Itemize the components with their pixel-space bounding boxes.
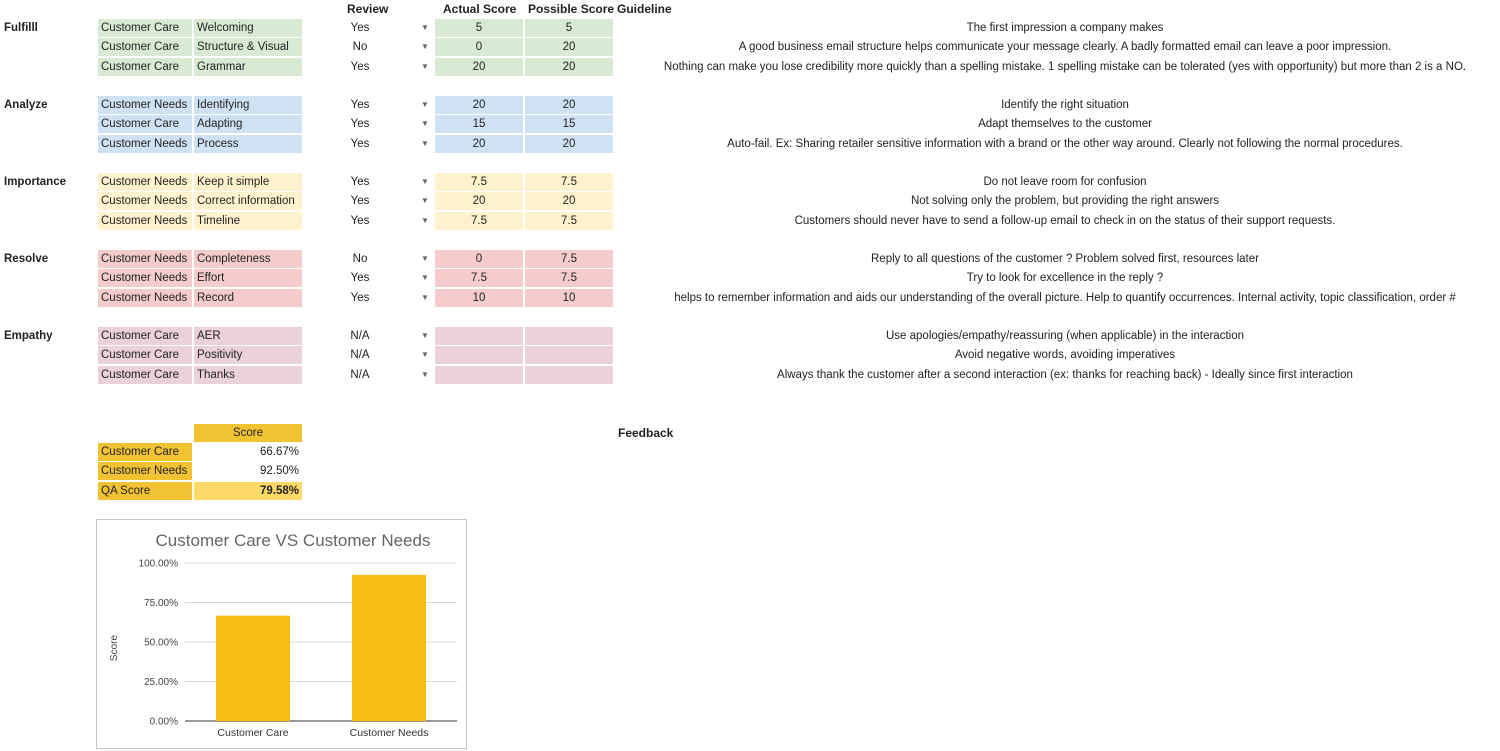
guideline-cell: A good business email structure helps communicate your message clearly. A badly formatted email can leave a poor impression. — [738, 41, 1392, 53]
review-dropdown-icon[interactable]: ▼ — [421, 177, 429, 186]
actual-score-cell[interactable] — [435, 327, 523, 345]
category-cell[interactable]: Customer Care — [98, 346, 192, 364]
section-label: Analyze — [4, 99, 48, 111]
possible-score-cell[interactable]: 20 — [525, 38, 613, 56]
category-cell[interactable]: Customer Needs — [98, 135, 192, 153]
possible-score-cell[interactable] — [525, 366, 613, 384]
possible-score-cell[interactable] — [525, 327, 613, 345]
chart-y-axis-label: Score — [109, 634, 120, 662]
category-cell[interactable]: Customer Care — [98, 38, 192, 56]
chart-y-tick-label: 75.00% — [144, 598, 178, 609]
chart-title: Customer Care VS Customer Needs — [155, 531, 431, 550]
guideline-cell: Do not leave room for confusion — [983, 176, 1147, 188]
review-cell[interactable]: Yes — [350, 176, 370, 188]
chart-svg — [97, 520, 466, 748]
category-cell[interactable]: Customer Care — [98, 366, 192, 384]
category-cell[interactable]: Customer Care — [98, 327, 192, 345]
guideline-cell: Auto-fail. Ex: Sharing retailer sensitive information with a brand or the other way around. Clearly not following the normal procedures. — [727, 138, 1403, 150]
item-cell[interactable]: Adapting — [194, 115, 302, 133]
actual-score-cell[interactable]: 5 — [435, 19, 523, 37]
actual-score-header: Actual Score — [443, 2, 517, 16]
actual-score-cell[interactable]: 0 — [435, 250, 523, 268]
item-cell[interactable]: Grammar — [194, 58, 302, 76]
guideline-cell: Try to look for excellence in the reply ? — [966, 272, 1164, 284]
item-cell[interactable]: Timeline — [194, 212, 302, 230]
summary-label-customer-care: Customer Care — [98, 443, 192, 461]
possible-score-cell[interactable]: 5 — [525, 19, 613, 37]
possible-score-cell[interactable] — [525, 346, 613, 364]
item-cell[interactable]: Correct information — [194, 192, 302, 210]
actual-score-cell[interactable]: 20 — [435, 192, 523, 210]
summary-label-customer-needs: Customer Needs — [98, 462, 192, 480]
review-dropdown-icon[interactable]: ▼ — [421, 273, 429, 282]
category-cell[interactable]: Customer Needs — [98, 289, 192, 307]
guideline-cell: Adapt themselves to the customer — [978, 118, 1152, 130]
score-header: Score — [194, 424, 302, 442]
chart-bar[interactable] — [216, 616, 290, 721]
possible-score-cell[interactable]: 7.5 — [525, 269, 613, 287]
actual-score-cell[interactable]: 0 — [435, 38, 523, 56]
category-cell[interactable]: Customer Needs — [98, 173, 192, 191]
chart-y-tick-label: 0.00% — [149, 716, 178, 728]
category-cell[interactable]: Customer Care — [98, 115, 192, 133]
review-cell[interactable]: No — [352, 253, 368, 265]
item-cell[interactable]: Keep it simple — [194, 173, 302, 191]
review-cell[interactable]: Yes — [350, 272, 370, 284]
review-dropdown-icon[interactable]: ▼ — [421, 119, 429, 128]
review-dropdown-icon[interactable]: ▼ — [421, 216, 429, 225]
summary-value-customer-care[interactable]: 66.67% — [259, 446, 299, 458]
review-cell[interactable]: Yes — [350, 118, 370, 130]
category-cell[interactable]: Customer Needs — [98, 269, 192, 287]
item-cell[interactable]: Welcoming — [194, 19, 302, 37]
chart-x-tick-label: Customer Needs — [349, 727, 429, 739]
possible-score-cell[interactable]: 20 — [525, 135, 613, 153]
review-dropdown-icon[interactable]: ▼ — [421, 62, 429, 71]
guideline-cell: Reply to all questions of the customer ? Problem solved first, resources later — [871, 253, 1259, 265]
review-dropdown-icon[interactable]: ▼ — [421, 254, 429, 263]
summary-value-customer-needs[interactable]: 92.50% — [259, 465, 299, 477]
chart-y-tick-label: 100.00% — [138, 558, 178, 570]
guideline-cell: Not solving only the problem, but providing the right answers — [910, 195, 1220, 207]
score-chart[interactable] — [96, 519, 467, 749]
possible-score-cell[interactable]: 7.5 — [525, 250, 613, 268]
review-cell[interactable]: Yes — [350, 99, 370, 111]
guideline-cell: Nothing can make you lose credibility more quickly than a spelling mistake. 1 spelling mistake can be tolerated (yes with opportunity) but more than 2 is a NO. — [663, 61, 1467, 73]
category-cell[interactable]: Customer Care — [98, 58, 192, 76]
review-dropdown-icon[interactable]: ▼ — [421, 331, 429, 340]
section-label: Empathy — [4, 330, 53, 342]
guideline-cell: Customers should never have to send a follow-up email to check in on the status of their support requests. — [794, 215, 1336, 227]
possible-score-cell[interactable]: 7.5 — [525, 212, 613, 230]
chart-y-tick-label: 25.00% — [144, 677, 178, 688]
review-cell[interactable]: Yes — [350, 215, 370, 227]
possible-score-cell[interactable]: 20 — [525, 192, 613, 210]
review-cell[interactable]: N/A — [350, 349, 370, 361]
item-cell[interactable]: Positivity — [194, 346, 302, 364]
actual-score-cell[interactable]: 7.5 — [435, 269, 523, 287]
actual-score-cell[interactable]: 15 — [435, 115, 523, 133]
guideline-cell: Identify the right situation — [1001, 99, 1129, 111]
item-cell[interactable]: Thanks — [194, 366, 302, 384]
actual-score-cell[interactable]: 20 — [435, 96, 523, 114]
review-dropdown-icon[interactable]: ▼ — [421, 23, 429, 32]
possible-score-header: Possible Score — [528, 2, 615, 16]
review-dropdown-icon[interactable]: ▼ — [421, 196, 429, 205]
actual-score-cell[interactable]: 10 — [435, 289, 523, 307]
chart-bar[interactable] — [352, 575, 426, 721]
actual-score-cell[interactable]: 7.5 — [435, 173, 523, 191]
guideline-header: Guideline — [617, 2, 672, 16]
review-cell[interactable]: Yes — [350, 61, 370, 73]
item-cell[interactable]: Record — [194, 289, 302, 307]
item-cell[interactable]: Process — [194, 135, 302, 153]
item-cell[interactable]: Effort — [194, 269, 302, 287]
guideline-cell: Always thank the customer after a second interaction (ex: thanks for reaching back) - Ideally since first interaction — [777, 369, 1353, 381]
review-dropdown-icon[interactable]: ▼ — [421, 100, 429, 109]
guideline-cell: helps to remember information and aids our understanding of the overall picture. Help to quantify occurrences. Internal activity, topic classification, order # — [674, 292, 1456, 304]
review-dropdown-icon[interactable]: ▼ — [421, 370, 429, 379]
review-header: Review — [347, 2, 389, 16]
actual-score-cell[interactable] — [435, 346, 523, 364]
review-dropdown-icon[interactable]: ▼ — [421, 139, 429, 148]
possible-score-cell[interactable]: 7.5 — [525, 173, 613, 191]
item-cell[interactable]: Structure & Visual — [194, 38, 302, 56]
category-cell[interactable]: Customer Needs — [98, 212, 192, 230]
review-cell[interactable]: Yes — [350, 22, 370, 34]
item-cell[interactable]: AER — [194, 327, 302, 345]
review-cell[interactable]: Yes — [350, 292, 370, 304]
section-label: Importance — [4, 176, 66, 188]
actual-score-cell[interactable]: 20 — [435, 135, 523, 153]
review-cell[interactable]: N/A — [350, 330, 370, 342]
review-dropdown-icon[interactable]: ▼ — [421, 350, 429, 359]
possible-score-cell[interactable]: 20 — [525, 96, 613, 114]
category-cell[interactable]: Customer Needs — [98, 250, 192, 268]
item-cell[interactable]: Identifying — [194, 96, 302, 114]
summary-value-qa-score[interactable]: 79.58% — [194, 482, 302, 500]
category-cell[interactable]: Customer Care — [98, 19, 192, 37]
feedback-label: Feedback — [618, 426, 674, 440]
possible-score-cell[interactable]: 15 — [525, 115, 613, 133]
review-cell[interactable]: Yes — [350, 195, 370, 207]
chart-y-tick-label: 50.00% — [144, 637, 178, 649]
actual-score-cell[interactable]: 7.5 — [435, 212, 523, 230]
section-label: Fulfilll — [4, 22, 38, 34]
review-cell[interactable]: No — [352, 41, 368, 53]
item-cell[interactable]: Completeness — [194, 250, 302, 268]
section-label: Resolve — [4, 253, 49, 265]
chart-x-tick-label: Customer Care — [217, 727, 289, 739]
review-dropdown-icon[interactable]: ▼ — [421, 42, 429, 51]
guideline-cell: Use apologies/empathy/reassuring (when applicable) in the interaction — [886, 330, 1244, 342]
possible-score-cell[interactable]: 10 — [525, 289, 613, 307]
category-cell[interactable]: Customer Needs — [98, 192, 192, 210]
guideline-cell: The first impression a company makes — [966, 22, 1164, 34]
review-dropdown-icon[interactable]: ▼ — [421, 293, 429, 302]
review-cell[interactable]: N/A — [350, 369, 370, 381]
summary-label-qa-score: QA Score — [98, 482, 192, 500]
possible-score-cell[interactable]: 20 — [525, 58, 613, 76]
review-cell[interactable]: Yes — [350, 138, 370, 150]
actual-score-cell[interactable]: 20 — [435, 58, 523, 76]
guideline-cell: Avoid negative words, avoiding imperatives — [954, 349, 1176, 361]
category-cell[interactable]: Customer Needs — [98, 96, 192, 114]
actual-score-cell[interactable] — [435, 366, 523, 384]
